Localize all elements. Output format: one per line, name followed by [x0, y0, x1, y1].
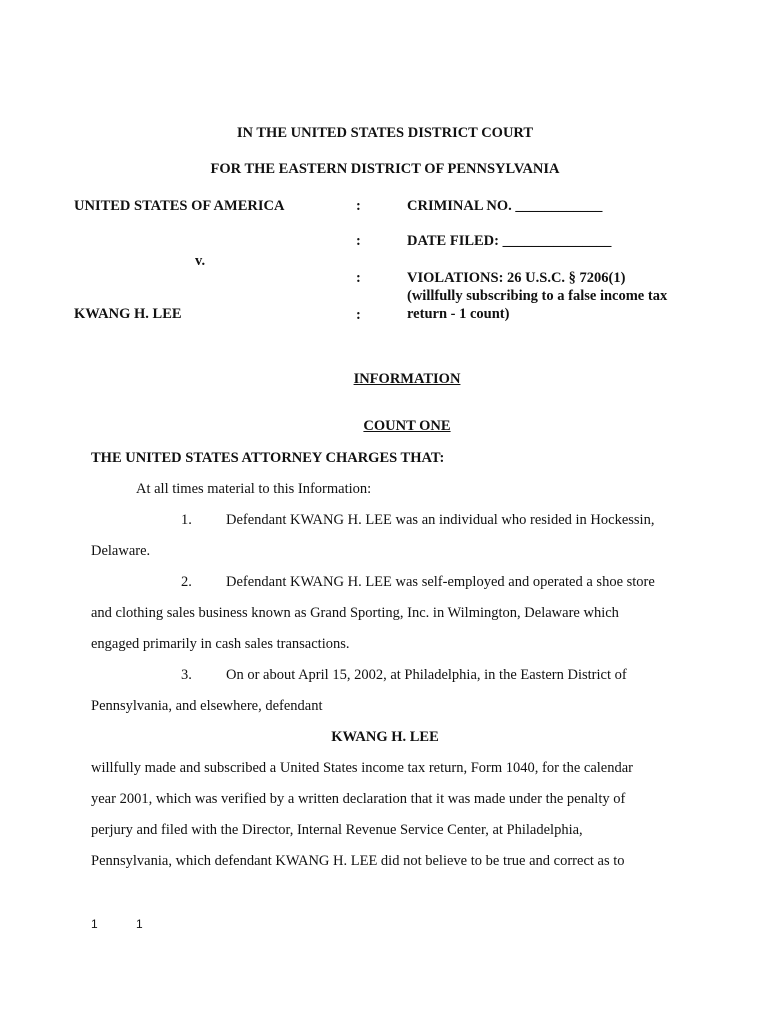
paragraph-number: 1. [181, 512, 192, 528]
paragraph-3-text: On or about April 15, 2002, at Philadelphia, in the Eastern District of [226, 667, 627, 683]
paragraph-number: 2. [181, 574, 192, 590]
caption-colon: : [356, 307, 361, 323]
intro-text: At all times material to this Information: [136, 481, 372, 497]
violations-description: return - 1 count) [407, 306, 510, 322]
defendant-name-centered: KWANG H. LEE [331, 729, 439, 745]
caption-colon: : [356, 233, 361, 249]
plaintiff-name: UNITED STATES OF AMERICA [74, 198, 285, 214]
paragraph-2-text: Defendant KWANG H. LEE was self-employed and operated a shoe store [226, 574, 655, 590]
footer-right-number: 1 [136, 917, 143, 931]
paragraph-2-text: and clothing sales business known as Grand Sporting, Inc. in Wilmington, Delaware which [91, 605, 619, 621]
paragraph-1-text: Delaware. [91, 543, 151, 559]
caption-colon: : [356, 198, 361, 214]
versus-label: v. [195, 253, 206, 269]
violations-description: (willfully subscribing to a false income tax [407, 288, 668, 304]
footer-left-number: 1 [91, 917, 98, 931]
court-title-line1: IN THE UNITED STATES DISTRICT COURT [236, 125, 534, 141]
paragraph-1-text: Defendant KWANG H. LEE was an individual who resided in Hockessin, [226, 512, 655, 528]
paragraph-4-text: year 2001, which was verified by a written declaration that it was made under the penalty of [91, 791, 626, 807]
criminal-number: CRIMINAL NO. ____________ [407, 198, 603, 214]
information-heading: INFORMATION [353, 371, 461, 387]
defendant-name: KWANG H. LEE [74, 306, 182, 322]
count-heading: COUNT ONE [363, 418, 451, 434]
paragraph-number: 3. [181, 667, 192, 683]
paragraph-3-text: Pennsylvania, and elsewhere, defendant [91, 698, 323, 714]
paragraph-4-text: Pennsylvania, which defendant KWANG H. LEE did not believe to be true and correct as to [91, 853, 625, 869]
violations-statute: VIOLATIONS: 26 U.S.C. § 7206(1) [407, 270, 626, 286]
court-title-line2: FOR THE EASTERN DISTRICT OF PENNSYLVANIA [210, 161, 560, 177]
paragraph-2-text: engaged primarily in cash sales transactions. [91, 636, 350, 652]
paragraph-4-text: perjury and filed with the Director, Internal Revenue Service Center, at Philadelphia, [91, 822, 583, 838]
date-filed: DATE FILED: _______________ [407, 233, 612, 249]
charges-heading: THE UNITED STATES ATTORNEY CHARGES THAT: [91, 450, 445, 466]
caption-colon: : [356, 270, 361, 286]
paragraph-4-text: willfully made and subscribed a United States income tax return, Form 1040, for the calendar [91, 760, 633, 776]
